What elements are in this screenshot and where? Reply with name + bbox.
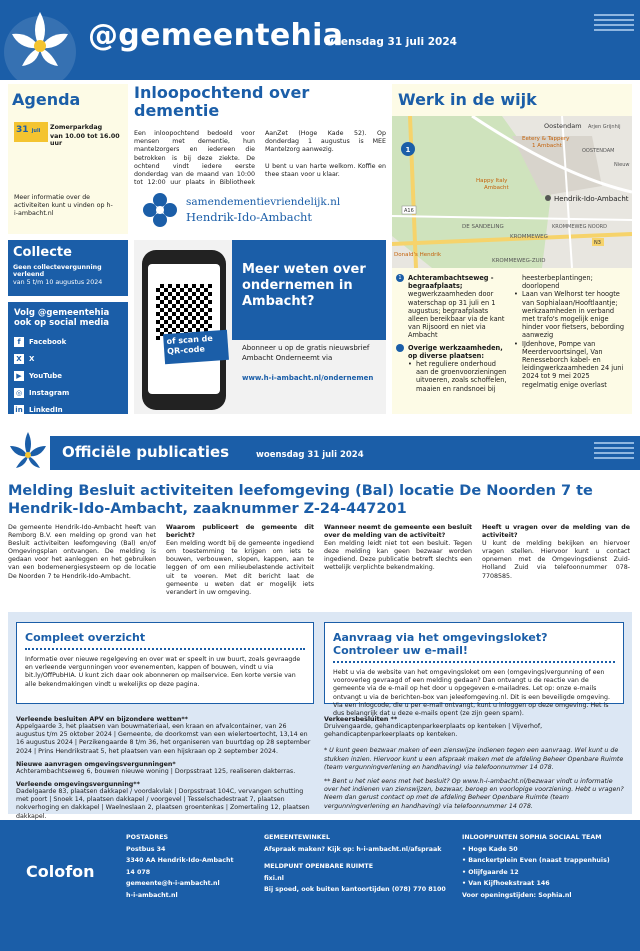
social-instagram[interactable]: ◎ Instagram xyxy=(15,389,70,397)
werk-title: Werk in de wijk xyxy=(398,90,537,109)
calendar-icon: 31 juli xyxy=(14,122,48,142)
werk-item1-body: wegwerkzaamheden door waterschap op 31 juli en 1 augustus; begraafplaats alleen bereikbaar via de kant van Rijsoord en niet via Ambacht xyxy=(408,290,505,340)
verkeer-body: Druivengaarde, gehandicaptenparkeerplaats op kenteken | Vijverhof, gehandicaptenparkeerplaats op kenteken. xyxy=(324,723,543,739)
dementie-title: Inloopochtend over dementie xyxy=(134,83,310,120)
ondernemen-title: Meer weten over ondernemen in Ambacht? xyxy=(242,262,366,309)
facebook-icon: f xyxy=(14,337,24,347)
agenda-panel xyxy=(8,84,128,234)
map-label-eetery-2: 1 Ambacht xyxy=(532,143,562,149)
nieuw-head: Nieuwe aanvragen omgevingsvergunningen* xyxy=(16,760,176,768)
social-facebook[interactable]: f Facebook xyxy=(14,337,122,354)
aanvraag-box xyxy=(324,622,624,718)
melding-col2: Een melding wordt bij de gemeente ingediend om toestemming te krijgen om iets te bouwen, verbouwen, slopen, kappen, aan te leggen of om een milieubelastende activiteit uit te voeren. Met dit bericht laat de gemeente u weten dat er mogelijk iets verandert in uw omgeving. xyxy=(166,540,314,596)
colofon-title: Colofon xyxy=(26,862,95,881)
werk-col2-cont: heesterbeplantingen; doorlopend xyxy=(522,274,593,291)
melding-col2-head: Waarom publiceert de gemeente dit bericht? xyxy=(166,524,314,540)
map-label-krommeweg: KROMMEWEG xyxy=(510,234,548,240)
note1: * U kunt geen bezwaar maken of een zienswijze indienen tegen een aanvraag. Wel kunt u de stukken inzien. Hiervoor kunt u een afspraak maken met de afdeling Beheer Openbare Ruimte (team vergunningverlening en handhaving) via telefoonnummer 14 078. xyxy=(324,747,624,771)
officieel-flower-icon xyxy=(6,430,50,470)
omg-body: Dadelgaarde 83, plaatsen dakkapel / voordakvlak | Dorpsstraat 104C, vervangen schutting met poort | Snoek 14, plaatsen dakkapel / voorgevel | Tesselschadestraat 7, plaatsen nokverhoging en dakkapel | Waelneslaan 2, plaatsen groentenkas | Zomertaling 12, plaatsen dakkapel. xyxy=(16,788,310,820)
colofon-website-link[interactable]: h-i-ambacht.nl xyxy=(126,891,178,899)
overzicht-box xyxy=(16,622,314,704)
werk-item2-bullet: • het reguliere onderhoud aan de groenvoorzieningen uitvoeren, zoals schoffelen, maaien en randsnoei bij xyxy=(408,360,508,393)
melding-col3-head: Wanneer neemt de gemeente een besluit over de melding van de activiteit? xyxy=(324,524,472,540)
page-header xyxy=(0,0,640,80)
officieel-title: Officiële publicaties xyxy=(62,443,230,461)
social-panel xyxy=(8,302,128,414)
nieuw-body: Achterambachtseweg 6, bouwen nieuwe woning | Dorpsstraat 125, realiseren dakterras. xyxy=(16,767,296,775)
ondernemen-link[interactable]: www.h-i-ambacht.nl/ondernemen xyxy=(242,374,374,382)
werk-col2 xyxy=(514,274,626,389)
melding-col1: De gemeente Hendrik-Ido-Ambacht heeft van Remborg B.V. een melding op grond van het Besluit activiteiten leefomgeving (Bal) en/of Omgevingsplan ontvangen. De melding is gedaan voor het aanleggen en het gebruiken van een bodemenergiesysteem op de locatie De Noorden 7 te Hendrik-Ido-Ambacht. xyxy=(8,524,156,580)
note2: ** Bent u het niet eens met het besluit? Op www.h-i-ambacht.nl/bezwaar vindt u informatie over het indienen van zienswijzen, bezwaar, beroep en voorlopige voorziening. Hebt u vragen? Neem dan gerust contact op met de afdeling Beheer Openbare Ruimte (team vergunningverlening en handhaving) via telefoonnummer 14 078. xyxy=(324,778,624,810)
ondernemen-ad xyxy=(134,240,386,414)
map-label-happy: Happy Italy xyxy=(476,178,508,184)
header-date: woensdag 31 juli 2024 xyxy=(324,36,457,48)
map-label-krommeweg-zuid: KROMMEWEG-ZUID xyxy=(492,258,546,264)
gemeente-flower-logo-icon xyxy=(0,0,80,80)
item2-dot-icon xyxy=(396,344,404,352)
collecte-line1: Geen collectevergunning verleend xyxy=(13,264,102,278)
collecte-panel xyxy=(8,240,128,296)
melding-article xyxy=(8,482,632,597)
dementie-flower-icon xyxy=(140,190,180,230)
social-x[interactable]: X X xyxy=(14,354,122,371)
map-label-happy-2: Ambacht xyxy=(484,185,509,191)
map-label-oostendam: Oostendam xyxy=(544,122,582,130)
melding-col4-head: Heeft u vragen over de melding van de activiteit? xyxy=(482,524,630,540)
publicaties-area xyxy=(8,612,632,820)
dementie-logo-line2: Hendrik-Ido-Ambacht xyxy=(186,210,313,224)
linkedin-icon: in xyxy=(15,406,23,414)
social-title: Volg @gemeentehia ook op social media xyxy=(14,308,110,328)
overzicht-title: Compleet overzicht xyxy=(25,631,146,644)
map-label-n3: N3 xyxy=(594,240,601,246)
header-title: @gemeentehia xyxy=(88,18,344,53)
verkeer-head: Verkeersbesluiten ** xyxy=(324,716,398,723)
apv-body: Appelgaarde 3, het plaatsen van bouwmateriaal, een kraan en afvalcontainer, van 26 augustus t/m 25 oktober 2024 | Gemeente, de doorkomst van een wielertoertocht, 13,14 en 16 augustus 2024 | Perzikengaarde 8 t/m 36, het organiseren van buurtdag op 28 september 2024 | Prins Hendrikstraat 5, het plaatsen van een hijskraan op 2 september 2024. xyxy=(16,723,311,755)
colofon-fixi-link[interactable]: fixi.nl xyxy=(264,874,284,882)
svg-text:1: 1 xyxy=(405,146,411,154)
ondernemen-body: Abonneer u op de gratis nieuwsbrief Ambacht Onderneemt via xyxy=(242,344,370,362)
scan-qr-label: of scan de QR-code xyxy=(163,330,229,364)
dementie-body: Een inloopochtend bedoeld voor mensen met dementie, hun mantelzorgers en iedereen die betrokken is bij deze ziekte. De ochtend vindt iedere eerste donderdag van de maand van 10:00 tot 12:00 uur plaats in Bibliotheek AanZet (Hoge Kade 52). Op donderdag 1 augustus is MEE Mantelzorg aanwezig. U bent u van harte welkom. Koffie en thee staan voor u klaar. xyxy=(134,130,386,187)
agenda-event-time: van 10.00 tot 16.00 uur xyxy=(50,133,120,147)
aanvraag-body: Hebt u via de website van het omgevingsloket om een (omgevings)vergunning of een vooroverleg gevraagd of een melding gedaan? Dan ontvangt u de reactie van de gemeente via de e-mail op het door u opgegeven e-mailadres. Let op: onze e-mails ontvangt u via de berichten-box van jeleefomgeving.nl. Dit is een beveiligde omgeving. Via een inlogcode, die u per e-mail ontvangt, kunt u inloggen op deze omgeving. Het is dus belangrijk dat u deze e-mails opent (ze zijn geen spam). xyxy=(333,669,610,718)
werk-map[interactable] xyxy=(392,116,632,268)
colofon-afspraak-link[interactable]: Afspraak maken? Kijk op: h-i-ambacht.nl/afspraak xyxy=(264,845,442,853)
social-linkedin[interactable]: in LinkedIn xyxy=(15,406,63,414)
agenda-more-info: Meer informatie over de activiteiten kunt u vinden op h-i-ambacht.nl xyxy=(14,194,113,218)
officieel-stripes xyxy=(594,442,634,462)
map-label-arjen: Arjen Grijnhij xyxy=(588,124,621,130)
x-icon: X xyxy=(14,354,24,364)
item1-number-icon: 1 xyxy=(396,274,404,282)
melding-col4: U kunt de melding bekijken en hiervoer vragen stellen. Hiervoor kunt u contact opnemen met de Omgevingsdienst Zuid-Holland Zuid via telefoonnummer 078-7708585. xyxy=(482,540,630,580)
colofon-email-link[interactable]: gemeente@h-i-ambacht.nl xyxy=(126,880,220,887)
melding-columns xyxy=(8,524,632,597)
werk-item1-title: Achterambachtseweg - begraafplaats; xyxy=(408,274,494,291)
map-label-hia: Hendrik-Ido-Ambacht xyxy=(554,195,629,203)
colofon-postadres: POSTADRES Postbus 34 3340 AA Hendrik-Ido-Ambacht 14 078 gemeente@h-i-ambacht.nl h-i-ambacht.nl xyxy=(126,832,256,901)
overzicht-body: Informatie over nieuwe regelgeving en over wat er speelt in uw buurt, zoals gevraagde en verleende vergunningen voor evenementen, kappen of bouwen, vindt u via bit.ly/OffPubHIA. U kunt zich daar ook abonneren op mailservice. Een korte versie van alle bekendmakingen vindt u wekelijks op deze pagina. xyxy=(25,656,301,688)
dementie-logo-line1: samendementievriendelijk.nl xyxy=(186,196,341,208)
melding-title: Melding Besluit activiteiten leefomgeving (Bal) locatie De Noorden 7 te Hendrik-Ido-Ambacht, zaaknummer Z-24-447201 xyxy=(8,483,593,517)
melding-col3: Een melding leidt niet tot een besluit. Tegen deze melding kan geen bezwaar worden ingediend. Deze publicatie betreft slechts een wettelijk verplichte bekendmaking. xyxy=(324,540,472,572)
social-youtube[interactable]: ▶ YouTube xyxy=(14,371,122,388)
omg-head: Verleende omgevingsvergunning** xyxy=(16,781,140,789)
werk-item2-title: Overige werkzaamheden, op diverse plaatsen: xyxy=(408,343,503,360)
werk-panel xyxy=(392,84,632,414)
werk-col1 xyxy=(396,274,508,393)
officieel-header xyxy=(0,430,640,470)
map-label-sandeling: DE SANDELING xyxy=(462,224,504,230)
apv-head: Verleende besluiten APV en bijzondere wetten** xyxy=(16,716,188,723)
agenda-event-title: Zomerparkdag xyxy=(50,124,103,131)
colofon xyxy=(0,820,640,951)
officieel-date: woensdag 31 juli 2024 xyxy=(256,450,364,460)
werk-item2 xyxy=(396,344,508,393)
colofon-sophia-link[interactable]: Voor openingstijden: Sophia.nl xyxy=(462,891,572,899)
colofon-sophia: INLOOPPUNTEN SOPHIA SOCIAAL TEAM • Hoge Kade 50 • Banckertplein Even (naast trappenhuis) • Olijfgaarde 12 • Van Kijfhoekstraat 146 Voor openingstijden: Sophia.nl xyxy=(462,832,634,901)
youtube-icon: ▶ xyxy=(14,371,24,381)
map-marker-hia xyxy=(545,195,551,201)
besluiten-left xyxy=(16,716,314,821)
collecte-line2: van 5 t/m 10 augustus 2024 xyxy=(13,279,103,286)
header-stripes xyxy=(594,14,634,34)
map-label-a16: A16 xyxy=(404,208,414,214)
aanvraag-title: Aanvraag via het omgevingsloket? Controleer uw e-mail! xyxy=(333,631,548,657)
map-label-krommeweg-noord: KROMMEWEG NOORD xyxy=(552,224,607,230)
besluiten-right xyxy=(324,716,624,811)
agenda-title: Agenda xyxy=(12,90,81,109)
werk-col2-bullet: • IJdenhove, Pompe van Meerdervoortsingel, Van Renesseborch kabel- en leidingwerkzaamheden 24 juni 2024 tot 9 mei 2025 regelmatig enige overlast xyxy=(514,340,626,389)
collecte-title: Collecte xyxy=(13,245,72,260)
werk-item1 xyxy=(396,274,508,340)
instagram-icon: ◎ xyxy=(15,389,23,397)
map-label-eetery: Eetery & Tappery xyxy=(522,136,570,142)
map-label-nieuw: Nieuw xyxy=(614,162,630,168)
map-label-oostendam-2: OOSTENDAM xyxy=(582,148,615,154)
colofon-winkel: GEMEENTEWINKEL Afspraak maken? Kijk op: h-i-ambacht.nl/afspraak MELDPUNT OPENBARE RUIMTE fixi.nl Bij spoed, ook buiten kantoortijden (078) 770 8100 xyxy=(264,832,454,896)
werk-col2-bullet: • Laan van Welhorst ter hoogte van Sophialaan/Hooftlaantje; werkzaamheden in verband met trafo's mogelijk enige hinder voor fietsers, bebording aanwezig xyxy=(514,290,626,339)
dementie-logo xyxy=(140,190,380,230)
map-label-donalds: Donald's Hendrik xyxy=(394,252,442,258)
dementie-article xyxy=(134,84,386,234)
